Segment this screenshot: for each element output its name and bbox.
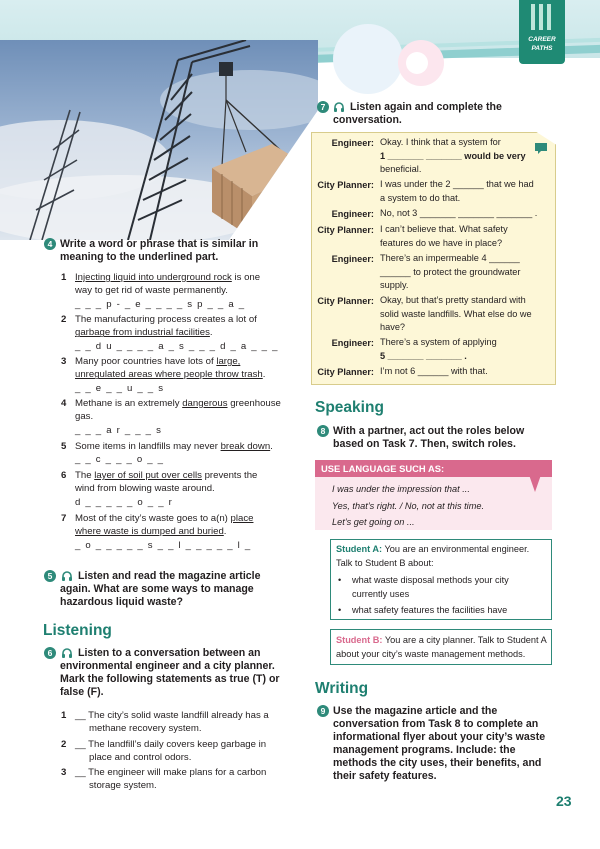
dialogue-line: No, not 3 _______ _______ _______ . bbox=[380, 208, 538, 218]
item-number: 2 bbox=[61, 739, 67, 750]
task-number-badge: 6 bbox=[44, 647, 56, 659]
item-number: 3 bbox=[61, 767, 67, 778]
bullet-icon: • bbox=[338, 605, 342, 615]
item-number: 7 bbox=[61, 513, 67, 524]
career-paths-logo: CAREER PATHS bbox=[519, 0, 565, 64]
task-5-heading: Listen and read the magazine article bbox=[78, 570, 261, 582]
useful-language-phrases: I was under the impression that ... Yes, that’s right. / No, not at this time. Let’s get going on ... bbox=[332, 484, 485, 527]
task-number-badge: 4 bbox=[44, 238, 56, 250]
dialogue-line: There’s a system of applying 5 _______ _______ . bbox=[380, 337, 497, 361]
list-item: Some items in landfills may never break down. _ _ c _ _ _ o _ _ bbox=[75, 441, 273, 466]
dialogue-line: I’m not 6 ______ with that. bbox=[380, 366, 488, 376]
speaker-label: City Planner: bbox=[317, 296, 374, 306]
speaker-label: City Planner: bbox=[317, 367, 374, 377]
task-number-badge: 9 bbox=[317, 705, 329, 717]
speaker-label: Engineer: bbox=[331, 338, 374, 348]
task-7-heading-cont: conversation. bbox=[333, 114, 402, 126]
decor-circle bbox=[333, 24, 403, 94]
list-item: Methane is an extremely dangerous greenhouse gas. _ _ _ a r _ _ _ s bbox=[75, 398, 281, 436]
task-6-heading: Listen to a conversation between an bbox=[78, 647, 261, 659]
item-number: 5 bbox=[61, 441, 67, 452]
section-title-listening: Listening bbox=[43, 622, 112, 639]
decor-circle bbox=[406, 52, 428, 74]
student-b-text: Student B: You are a city planner. Talk to Student A about your city’s waste management methods. bbox=[336, 635, 547, 659]
item-number: 6 bbox=[61, 470, 67, 481]
page-number: 23 bbox=[556, 793, 572, 809]
speaker-label: City Planner: bbox=[317, 225, 374, 235]
speaker-label: Engineer: bbox=[331, 138, 374, 148]
speaker-label: Engineer: bbox=[331, 254, 374, 264]
dialogue-line: I can’t believe that. What safety features do we have in place? bbox=[380, 224, 508, 248]
task-number-badge: 8 bbox=[317, 425, 329, 437]
audio-headphones-icon[interactable] bbox=[333, 101, 345, 113]
task-number-badge: 5 bbox=[44, 570, 56, 582]
task-7-heading: Listen again and complete the bbox=[350, 101, 502, 113]
task-9-heading: Use the magazine article and the conversation from Task 8 to complete an informational flyer about your city’s waste management programs. Include: the methods the city uses, their benefits, and their safety features. bbox=[333, 705, 546, 782]
task-8-heading: With a partner, act out the roles below based on Task 7. Then, switch roles. bbox=[333, 425, 525, 450]
speaker-label: Engineer: bbox=[331, 209, 374, 219]
dialogue-line: Okay. I think that a system for 1 _______ _______ would be very beneficial. bbox=[380, 137, 526, 174]
dialogue-line: There’s an impermeable 4 ______ ______ to protect the groundwater supply. bbox=[380, 253, 521, 290]
task-number-badge: 7 bbox=[317, 101, 329, 113]
list-item: The layer of soil put over cells prevents the wind from blowing waste around. d _ _ _ _ _ o _ _ r bbox=[75, 470, 258, 508]
list-item: The manufacturing process creates a lot of garbage from industrial facilities. _ _ d u _ _ _ _ a _ s _ _ _ d _ a _ _ _ bbox=[75, 314, 279, 352]
task-4-heading: Write a word or phrase that is similar in meaning to the underlined part. bbox=[60, 238, 259, 263]
audio-headphones-icon[interactable] bbox=[61, 647, 73, 659]
section-title-writing: Writing bbox=[315, 680, 369, 697]
list-item: Injecting liquid into underground rock is one way to get rid of waste permanently. _ _ _ p - _ e _ _ _ _ s p _ _ a _ bbox=[75, 272, 261, 310]
section-title-speaking: Speaking bbox=[315, 399, 384, 416]
item-number: 4 bbox=[61, 398, 67, 409]
item-number: 1 bbox=[61, 272, 67, 283]
useful-language-header: USE LANGUAGE SUCH AS: bbox=[315, 460, 552, 477]
dialogue-line: I was under the 2 ______ that we had a system to do that. bbox=[380, 179, 534, 203]
student-a-bullets: • what waste disposal methods your city currently uses • what safety features the facilities have bbox=[338, 574, 509, 618]
task-5-heading-cont: again. What are some ways to manage hazardous liquid waste? bbox=[60, 583, 254, 608]
student-a-text: Student A: You are an environmental engineer. Talk to Student B about: bbox=[336, 544, 530, 568]
statement-item: __ The landfill’s daily covers keep garbage in place and control odors. bbox=[75, 739, 267, 764]
audio-headphones-icon[interactable] bbox=[61, 570, 73, 582]
bullet-icon: • bbox=[338, 575, 342, 585]
statement-item: __ The city’s solid waste landfill already has a methane recovery system. bbox=[75, 710, 269, 735]
task-6-heading-cont: environmental engineer and a city planner. Mark the following statements as true (T) or false (F). bbox=[60, 660, 280, 698]
statement-item: __ The engineer will make plans for a carbon storage system. bbox=[75, 767, 267, 792]
crane-lifting-container-photo bbox=[0, 40, 318, 240]
item-number: 2 bbox=[61, 314, 67, 325]
list-item: Most of the city’s waste goes to a(n) place where waste is dumped and buried. _ o _ _ _ _ _ s _ _ l _ _ _ _ _ l _ bbox=[75, 513, 254, 551]
item-number: 1 bbox=[61, 710, 67, 721]
list-item: Many poor countries have lots of large, unregulated areas where people throw trash. _ _ e _ _ u _ _ s bbox=[75, 356, 266, 394]
item-number: 3 bbox=[61, 356, 67, 367]
speaker-label: City Planner: bbox=[317, 180, 374, 190]
dialogue-line: Okay, but that’s pretty standard with solid waste landfills. What else do we have? bbox=[380, 295, 532, 332]
speech-tail-icon bbox=[528, 472, 542, 492]
